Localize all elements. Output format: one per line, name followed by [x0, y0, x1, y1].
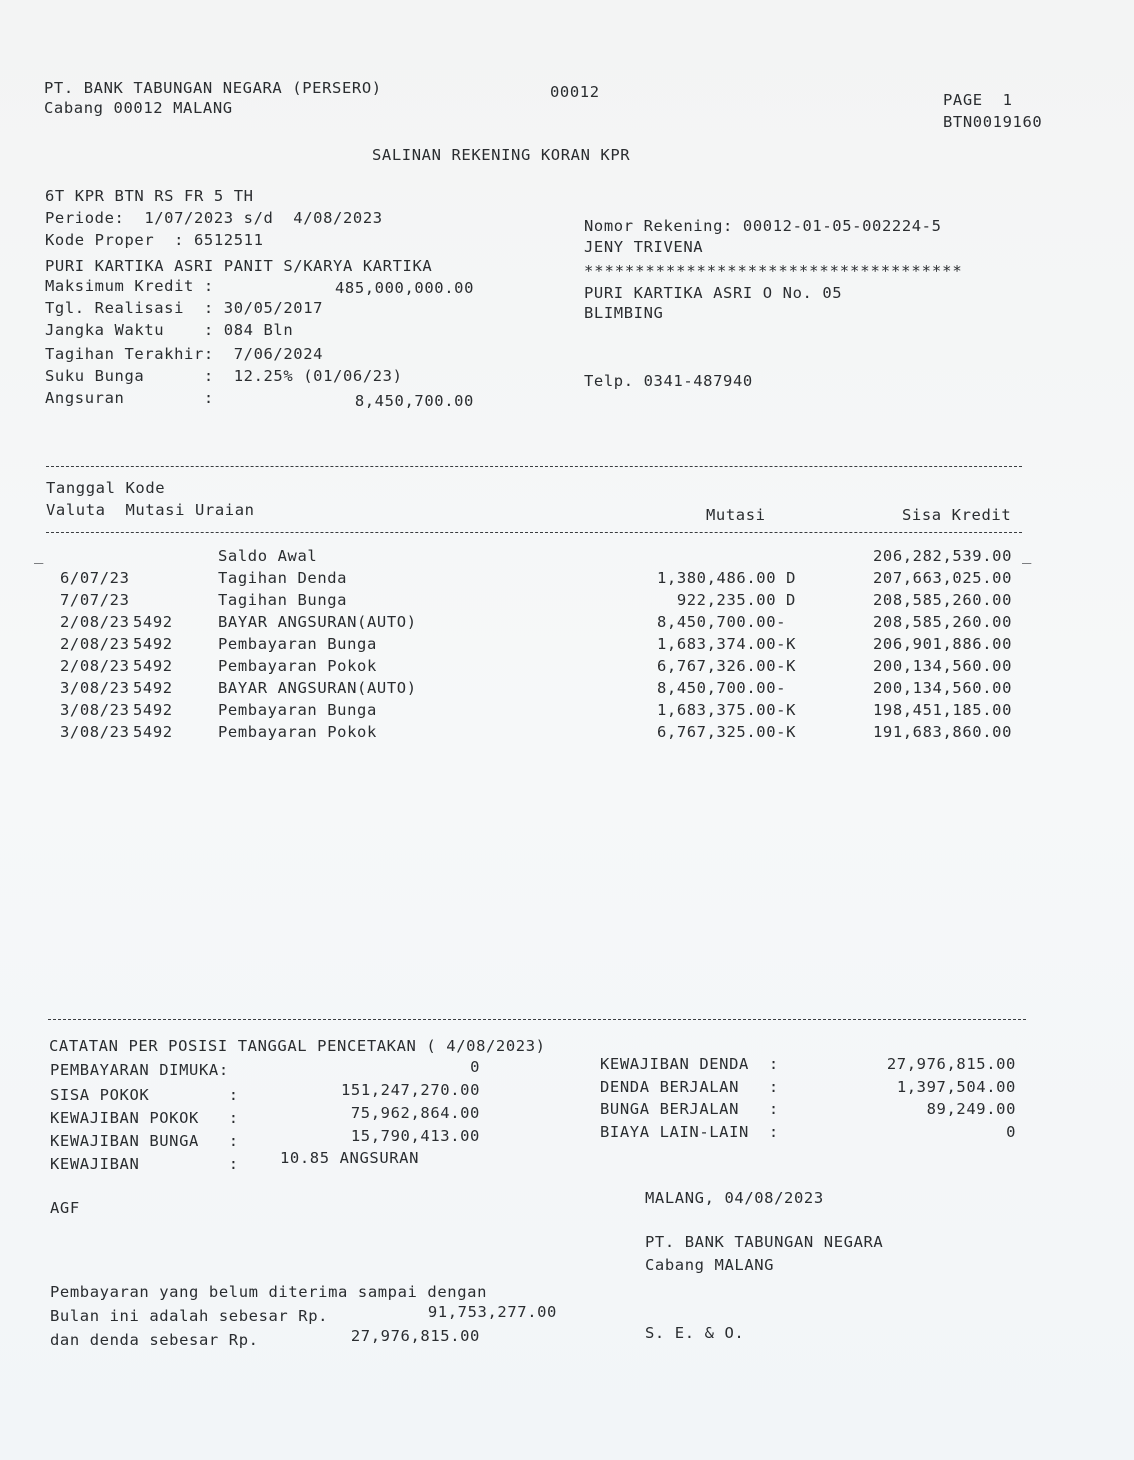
- note-line-3-value: 27,976,815.00: [350, 1327, 480, 1345]
- summary-title: CATATAN PER POSISI TANGGAL PENCETAKAN ( 4/08/2023): [49, 1037, 546, 1055]
- cell-mutasi: 6,767,326.00-K: [656, 657, 796, 675]
- cell-tanggal: 3/08/23: [60, 679, 130, 697]
- table-row: [0, 545, 1134, 567]
- masked-line: *************************************: [584, 262, 963, 280]
- cell-uraian: BAYAR ANGSURAN(AUTO): [218, 679, 417, 697]
- summary-left-value: 0: [470, 1058, 480, 1076]
- summary-right-label: BUNGA BERJALAN :: [600, 1100, 779, 1118]
- summary-left-label: SISA POKOK :: [50, 1086, 239, 1104]
- summary-right-value: 27,976,815.00: [886, 1055, 1016, 1073]
- cell-mutasi: 6,767,325.00-K: [656, 723, 796, 741]
- document-title: SALINAN REKENING KORAN KPR: [372, 146, 631, 164]
- angsuran-value: 8,450,700.00: [354, 392, 474, 410]
- page-number: PAGE 1: [943, 91, 1013, 109]
- maks-kredit-value: 485,000,000.00: [334, 279, 474, 297]
- summary-left-label: PEMBAYARAN DIMUKA:: [50, 1061, 229, 1079]
- cell-mutasi: 1,683,375.00-K: [656, 701, 796, 719]
- cell-sisa-kredit: 207,663,025.00: [872, 569, 1012, 587]
- address-line-2: BLIMBING: [584, 304, 664, 322]
- note-line-2-label: Bulan ini adalah sebesar Rp.: [50, 1307, 329, 1325]
- suku-bunga: Suku Bunga : 12.25% (01/06/23): [45, 367, 403, 385]
- tagihan-terakhir: Tagihan Terakhir: 7/06/2024: [45, 345, 324, 363]
- summary-right-label: BIAYA LAIN-LAIN :: [600, 1122, 779, 1141]
- tgl-realisasi: Tgl. Realisasi : 30/05/2017: [45, 299, 324, 317]
- margin-mark: _: [34, 546, 44, 564]
- branch-name: Cabang 00012 MALANG: [44, 99, 233, 117]
- jangka-waktu: Jangka Waktu : 084 Bln: [45, 321, 294, 339]
- cell-sisa-kredit: 206,901,886.00: [872, 635, 1012, 653]
- cell-mutasi: 922,235.00 D: [676, 591, 796, 609]
- cell-uraian: Tagihan Bunga: [218, 591, 348, 609]
- note-line-3-label: dan denda sebesar Rp.: [50, 1331, 259, 1349]
- branch-code: 00012: [550, 83, 600, 101]
- summary-left-label: KEWAJIBAN :: [50, 1155, 239, 1173]
- summary-right-label: KEWAJIBAN DENDA :: [600, 1055, 779, 1073]
- signer-bank: PT. BANK TABUNGAN NEGARA: [645, 1233, 884, 1251]
- summary-left-value: 10.85 ANGSURAN: [280, 1149, 420, 1167]
- cell-sisa-kredit: 200,134,560.00: [872, 657, 1012, 675]
- cell-uraian: Pembayaran Pokok: [218, 723, 377, 741]
- summary-left-value: 75,962,864.00: [350, 1104, 480, 1122]
- cell-kode: 5492: [133, 701, 173, 719]
- table-row: [0, 655, 1134, 677]
- cell-tanggal: 3/08/23: [60, 701, 130, 719]
- header-mutasi: Mutasi: [706, 506, 766, 524]
- cell-sisa-kredit: 208,585,260.00: [872, 591, 1012, 609]
- maks-kredit-label: Maksimum Kredit :: [45, 277, 214, 295]
- summary-left-value: 151,247,270.00: [340, 1081, 480, 1099]
- angsuran-label: Angsuran :: [45, 389, 214, 407]
- cell-tanggal: 2/08/23: [60, 635, 130, 653]
- cell-mutasi: 1,380,486.00 D: [656, 569, 796, 587]
- cell-sisa-kredit: 200,134,560.00: [872, 679, 1012, 697]
- divider-summary: [48, 1019, 1026, 1020]
- periode: Periode: 1/07/2023 s/d 4/08/2023: [45, 209, 383, 227]
- divider-header: [46, 532, 1022, 533]
- cell-kode: 5492: [133, 723, 173, 741]
- table-row: [0, 721, 1134, 743]
- cell-tanggal: 6/07/23: [60, 569, 130, 587]
- header-valuta-mutasi-uraian: Valuta Mutasi Uraian: [46, 501, 255, 519]
- cell-sisa-kredit: 208,585,260.00: [872, 613, 1012, 631]
- address-line-1: PURI KARTIKA ASRI O No. 05: [584, 284, 843, 302]
- cell-kode: 5492: [133, 657, 173, 675]
- cell-uraian: Pembayaran Bunga: [218, 635, 377, 653]
- summary-left-label: KEWAJIBAN BUNGA :: [50, 1132, 239, 1150]
- cell-tanggal: 7/07/23: [60, 591, 130, 609]
- cell-uraian: BAYAR ANGSURAN(AUTO): [218, 613, 417, 631]
- summary-right-label: DENDA BERJALAN :: [600, 1077, 779, 1096]
- signer-branch: Cabang MALANG: [645, 1256, 775, 1274]
- account-number: Nomor Rekening: 00012-01-05-002224-5: [584, 217, 942, 235]
- bank-name: PT. BANK TABUNGAN NEGARA (PERSERO): [44, 79, 382, 97]
- table-row: [0, 567, 1134, 589]
- cell-sisa-kredit: 198,451,185.00: [872, 701, 1012, 719]
- place-date: MALANG, 04/08/2023: [645, 1189, 824, 1207]
- cell-sisa-kredit: 206,282,539.00: [872, 547, 1012, 565]
- margin-mark: _: [1022, 546, 1032, 564]
- summary-left-value: 15,790,413.00: [350, 1127, 480, 1145]
- note-line-1: Pembayaran yang belum diterima sampai dengan: [50, 1283, 487, 1301]
- cell-uraian: Pembayaran Bunga: [218, 701, 377, 719]
- cell-kode: 5492: [133, 635, 173, 653]
- table-row: [0, 677, 1134, 699]
- phone-number: Telp. 0341-487940: [584, 372, 753, 390]
- cell-tanggal: 3/08/23: [60, 723, 130, 741]
- kode-proper: Kode Proper : 6512511: [45, 231, 264, 249]
- divider-top: [46, 466, 1022, 467]
- operator-initials: AGF: [50, 1199, 80, 1217]
- cell-uraian: Pembayaran Pokok: [218, 657, 377, 675]
- cell-uraian: Saldo Awal: [218, 547, 318, 565]
- cell-mutasi: 8,450,700.00-: [656, 613, 796, 631]
- cell-tanggal: 2/08/23: [60, 613, 130, 631]
- table-row: [0, 589, 1134, 611]
- product-name: 6T KPR BTN RS FR 5 TH: [45, 187, 254, 205]
- customer-name: JENY TRIVENA: [584, 238, 704, 256]
- project-name: PURI KARTIKA ASRI PANIT S/KARYA KARTIKA: [45, 257, 433, 275]
- seo-note: S. E. & O.: [645, 1324, 745, 1342]
- cell-uraian: Tagihan Denda: [218, 569, 348, 587]
- summary-left-label: KEWAJIBAN POKOK :: [50, 1109, 239, 1127]
- summary-right-value: 0: [1006, 1122, 1016, 1141]
- table-row: [0, 611, 1134, 633]
- note-line-2-value: 91,753,277.00: [427, 1303, 557, 1321]
- summary-right-value: 89,249.00: [926, 1100, 1016, 1118]
- cell-tanggal: 2/08/23: [60, 657, 130, 675]
- cell-kode: 5492: [133, 679, 173, 697]
- document-code: BTN0019160: [943, 113, 1043, 131]
- summary-right-value: 1,397,504.00: [896, 1077, 1016, 1096]
- header-tanggal-kode: Tanggal Kode: [46, 479, 166, 497]
- table-row: [0, 633, 1134, 655]
- cell-mutasi: 1,683,374.00-K: [656, 635, 796, 653]
- cell-kode: 5492: [133, 613, 173, 631]
- cell-sisa-kredit: 191,683,860.00: [872, 723, 1012, 741]
- header-sisa-kredit: Sisa Kredit: [902, 506, 1012, 524]
- cell-mutasi: 8,450,700.00-: [656, 679, 796, 697]
- table-row: [0, 699, 1134, 721]
